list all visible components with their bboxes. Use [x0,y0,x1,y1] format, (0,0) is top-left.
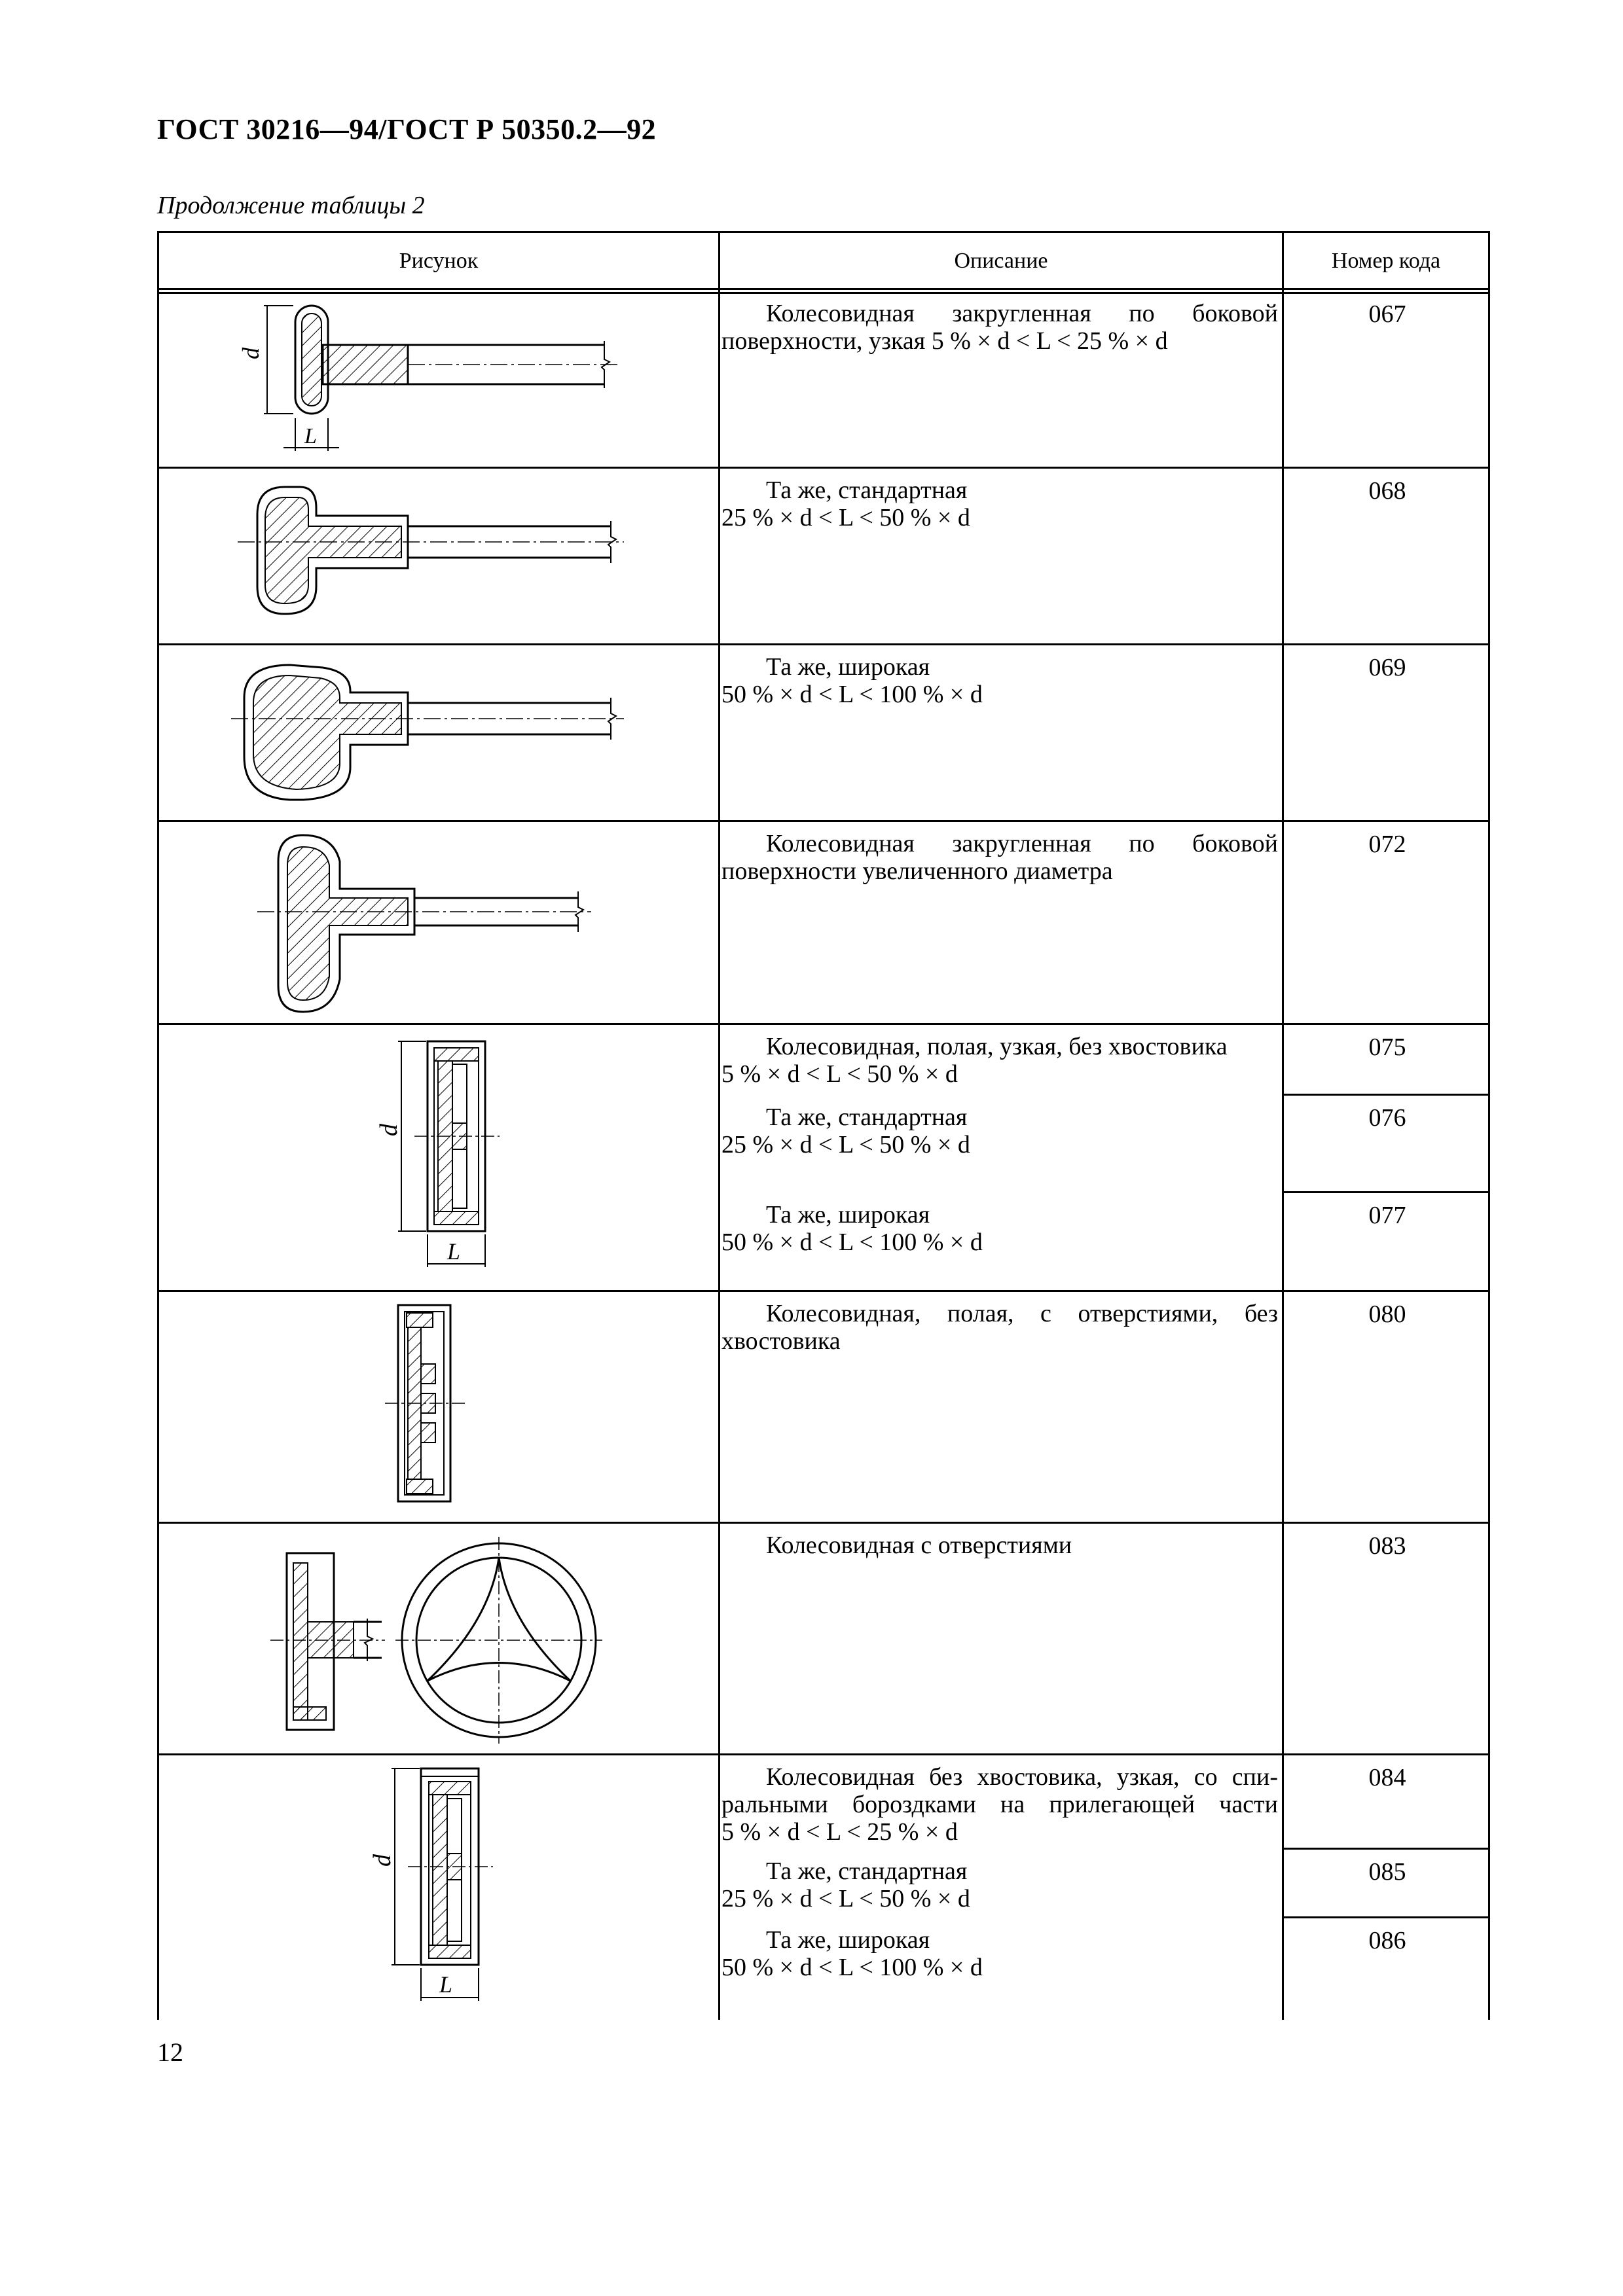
dimension-label-L: L [447,1238,461,1265]
row-code-067: 067 [1368,300,1406,328]
row-description-084: Колесовидная без хвостовика, узкая, со спи- ральными бороздками на прилегающей части 5 % × d < L < 25 % × d [721,1763,1278,1846]
row-code-069: 069 [1368,654,1406,681]
row-description-072: Колесовидная закругленная по боковой поверхности увеличенного диаметра [721,830,1278,885]
row-description-068: Та же, стандартная 25 % × d < L < 50 % × d [721,476,970,531]
figure-083 [159,1524,720,1753]
row-code-077: 077 [1368,1202,1406,1229]
dimension-label-L: L [439,1971,453,1998]
document-header: ГОСТ 30216—94/ГОСТ Р 50350.2—92 [157,113,657,145]
figure-068 [159,469,720,643]
row-code-072: 072 [1368,831,1406,858]
figure-080 [159,1292,720,1522]
dimension-label-d: d [375,1124,403,1136]
column-header-description: Описание [954,249,1048,273]
figure-069 [159,645,720,820]
row-code-086: 086 [1368,1927,1406,1954]
figure-072 [159,822,720,1023]
figure-084-086 [159,1755,720,2020]
dimension-label-L: L [304,424,317,448]
page-number: 12 [157,2037,183,2067]
row-description-076: Та же, стандартная 25 % × d < L < 50 % × d [721,1103,970,1158]
dimension-label-d: d [369,1854,396,1867]
row-description-077: Та же, широкая 50 % × d < L < 100 % × d [721,1201,983,1256]
row-description-086: Та же, широкая 50 % × d < L < 100 % × d [721,1926,983,1981]
column-header-figure: Рисунок [399,249,479,273]
row-description-067: Колесовидная закругленная по боковой поверхности, узкая 5 % × d < L < 25 % × d [721,300,1278,355]
table-caption: Продолжение таблицы 2 [157,192,425,219]
figure-067 [159,294,720,467]
row-description-083: Колесовидная с отверстиями [766,1532,1072,1559]
row-description-069: Та же, широкая 50 % × d < L < 100 % × d [721,653,983,708]
column-header-code: Номер кода [1331,249,1441,273]
row-code-068: 068 [1368,477,1406,505]
row-code-083: 083 [1368,1532,1406,1560]
row-code-084: 084 [1368,1764,1406,1791]
row-code-075: 075 [1368,1033,1406,1061]
row-description-080: Колесовидная, полая, с отверстиями, без хвостовика [721,1300,1278,1355]
row-code-085: 085 [1368,1858,1406,1886]
figure-075-077 [159,1025,720,1290]
row-code-080: 080 [1368,1300,1406,1328]
row-description-075: Колесовидная, полая, узкая, без хвостовика 5 % × d < L < 50 % × d [721,1033,1228,1088]
dimension-label-d: d [238,348,264,359]
row-description-085: Та же, стандартная 25 % × d < L < 50 % × d [721,1857,970,1912]
row-code-076: 076 [1368,1104,1406,1132]
